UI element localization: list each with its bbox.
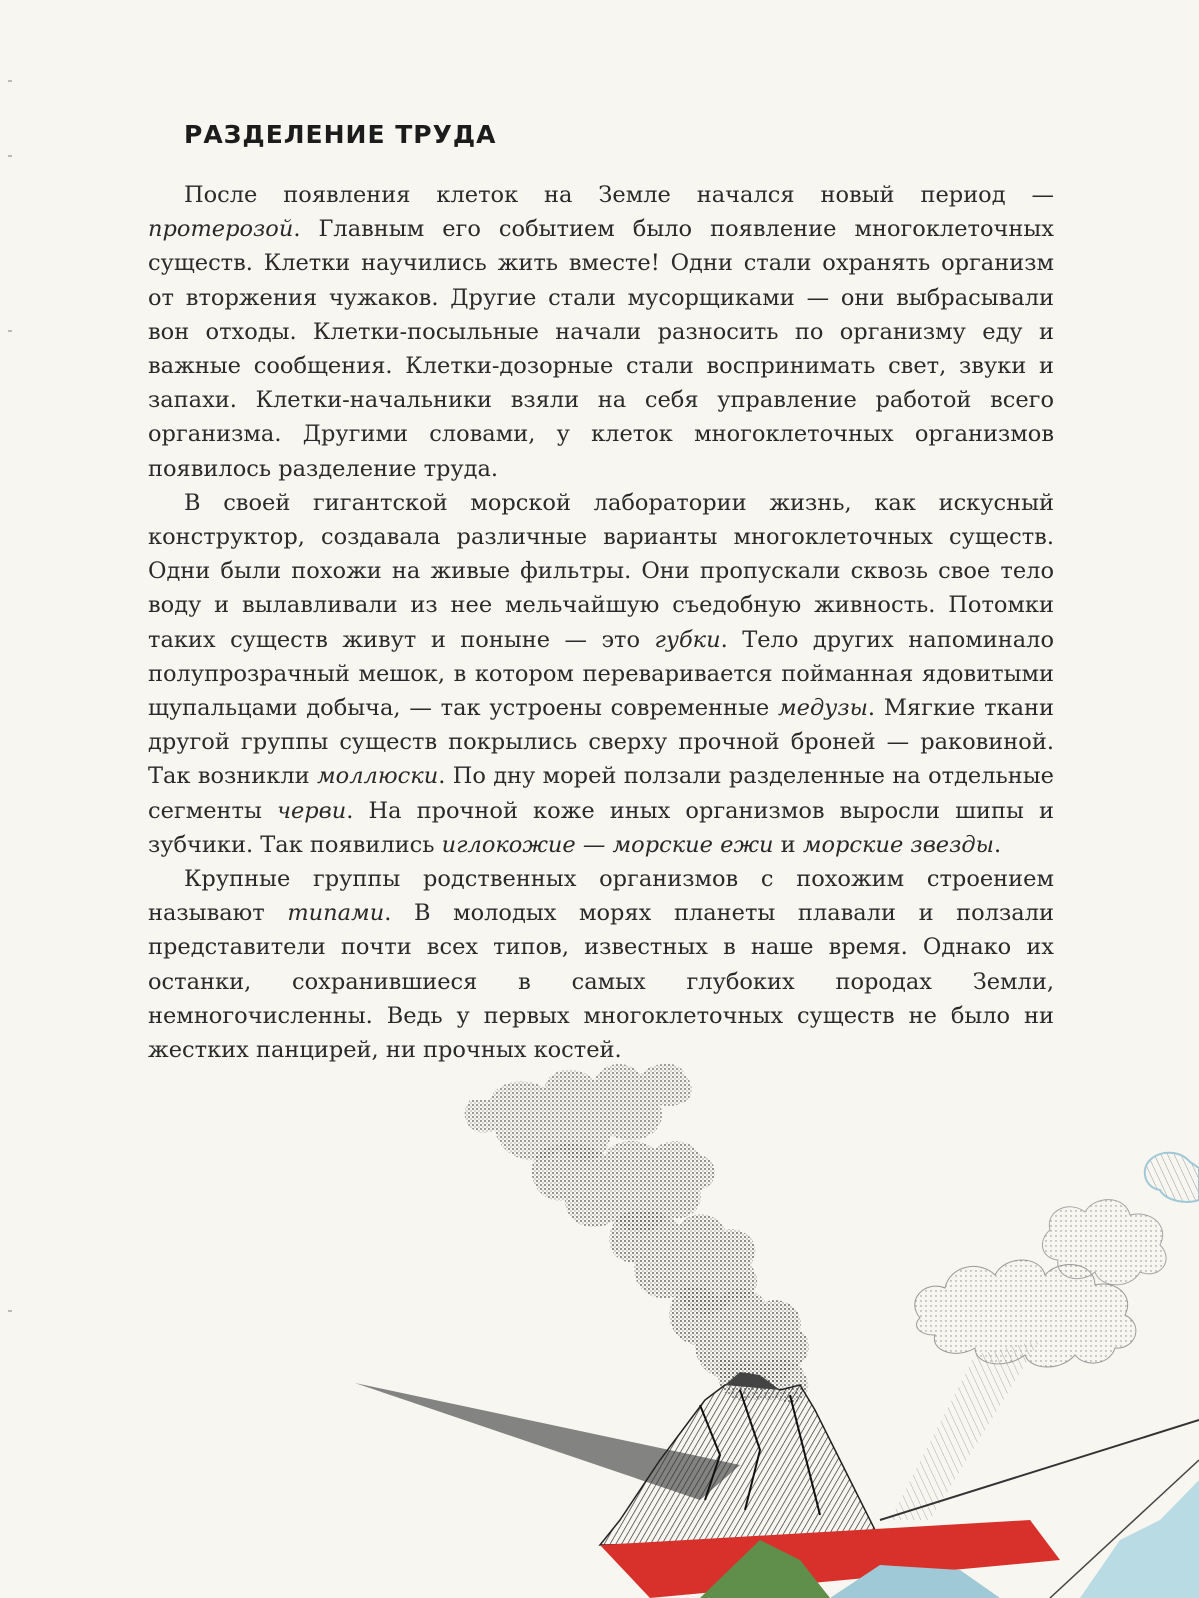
text-run: . [993,831,1002,858]
text-run: . На прочной коже иных организмов выросли шипы и зубчики. Так появились [148,797,1054,858]
text-run: . Мягкие ткани другой группы существ покрылись сверху прочной броней — раковиной. Так возникли [148,695,1054,790]
italic-term: морские звезды [802,831,994,858]
text-run: После появления клеток на Земле начался новый период — [184,182,1054,208]
smoke-plume [465,1064,809,1403]
text-run: и [773,831,803,858]
italic-term: медузы [778,695,868,722]
cloud [915,1153,1199,1367]
italic-term: черви [276,797,347,824]
text-run: . Главным его событием было появление многоклеточных существ. Клетки научились жить вместе! Одни стали охранять организм от вторжения чужаков. Другие стали мусорщиками — они выбрасывали вон отходы. Клетки-посыльные начали разносить по организму еду и важные сообщения. Клетки-дозорные стали воспринимать свет, звуки и запахи. Клетки-начальники взяли на себя управление работой всего организма. Другими словами, у клеток многоклеточных организмов появилось разделение труда. [148,216,1054,482]
text-run: . По дну морей ползали разделенные на отдельные сегменты [148,763,1054,824]
text-run: . Тело других напоминало полупрозрачный мешок, в котором переваривается пойманная ядовитыми щупальцами добыча, — так устроены современные [148,626,1054,722]
italic-term: протерозой [148,216,294,243]
italic-term: моллюски [317,763,439,790]
italic-term: губки [654,626,721,653]
text-run: . В молодых морях планеты плавали и ползали представители почти всех типов, известных в наше время. Однако их останки, сохранившиеся в самых глубоких породах Земли, немногочисленны. Ведь у первых многоклеточных существ не было ни жестких панцирей, ни прочных костей. [148,900,1054,1064]
section-heading: РАЗДЕЛЕНИЕ ТРУДА [184,120,497,149]
text-run: Крупные группы родственных организмов с похожим строением называют [148,866,1054,927]
text-run: В своей гигантской морской лаборатории жизнь, как искусный конструктор, создавала различные варианты многоклеточных существ. Одни были похожи на живые фильтры. Они пропускали сквозь свое тело воду и вылавливали из нее мельчайшую съедобную живность. Потомки таких существ живут и поныне — это [148,489,1054,653]
italic-term: типами [287,900,385,927]
italic-term: иглокожие — морские ежи [441,831,774,858]
sea-right [1080,1480,1199,1598]
